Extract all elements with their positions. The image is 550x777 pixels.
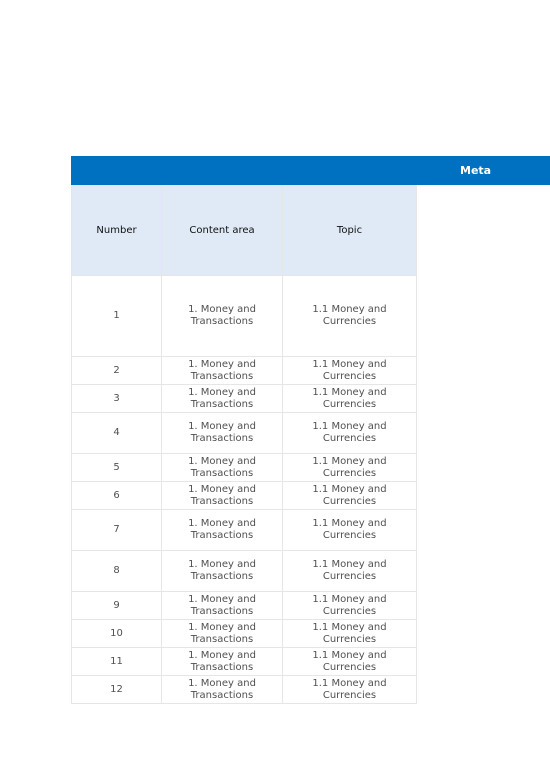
cell-number: 8 — [72, 551, 162, 592]
table-row — [72, 276, 417, 357]
table-row — [72, 413, 417, 454]
cell-number: 12 — [72, 676, 162, 704]
cell-topic: 1.1 Money and Currencies — [283, 620, 417, 648]
cell-number: 1 — [72, 276, 162, 357]
table-row — [72, 620, 417, 648]
cell-topic: 1.1 Money and Currencies — [283, 357, 417, 385]
cell-topic: 1.1 Money and Currencies — [283, 385, 417, 413]
cell-number: 2 — [72, 357, 162, 385]
data-table — [71, 185, 417, 704]
cell-content-area: 1. Money and Transactions — [162, 676, 283, 704]
cell-topic: 1.1 Money and Currencies — [283, 482, 417, 510]
cell-topic: 1.1 Money and Currencies — [283, 592, 417, 620]
cell-number: 3 — [72, 385, 162, 413]
cell-topic: 1.1 Money and Currencies — [283, 510, 417, 551]
cell-topic: 1.1 Money and Currencies — [283, 454, 417, 482]
cell-number: 5 — [72, 454, 162, 482]
cell-content-area: 1. Money and Transactions — [162, 482, 283, 510]
cell-topic: 1.1 Money and Currencies — [283, 551, 417, 592]
column-header-number: Number — [72, 186, 162, 276]
table-row — [72, 357, 417, 385]
cell-content-area: 1. Money and Transactions — [162, 551, 283, 592]
table-row — [72, 648, 417, 676]
cell-number: 7 — [72, 510, 162, 551]
cell-content-area: 1. Money and Transactions — [162, 413, 283, 454]
cell-number: 11 — [72, 648, 162, 676]
table-row — [72, 510, 417, 551]
cell-content-area: 1. Money and Transactions — [162, 648, 283, 676]
cell-number: 10 — [72, 620, 162, 648]
cell-number: 9 — [72, 592, 162, 620]
table-row — [72, 551, 417, 592]
cell-content-area: 1. Money and Transactions — [162, 454, 283, 482]
cell-content-area: 1. Money and Transactions — [162, 620, 283, 648]
cell-number: 6 — [72, 482, 162, 510]
header-banner — [71, 156, 550, 185]
cell-topic: 1.1 Money and Currencies — [283, 676, 417, 704]
column-header-content-area: Content area — [162, 186, 283, 276]
table-row — [72, 482, 417, 510]
cell-content-area: 1. Money and Transactions — [162, 276, 283, 357]
cell-topic: 1.1 Money and Currencies — [283, 276, 417, 357]
table-header-row — [72, 186, 417, 276]
banner-title: Meta — [460, 164, 492, 177]
cell-number: 4 — [72, 413, 162, 454]
cell-content-area: 1. Money and Transactions — [162, 592, 283, 620]
cell-content-area: 1. Money and Transactions — [162, 357, 283, 385]
cell-content-area: 1. Money and Transactions — [162, 385, 283, 413]
table-row — [72, 454, 417, 482]
table-row — [72, 676, 417, 704]
cell-topic: 1.1 Money and Currencies — [283, 648, 417, 676]
table-row — [72, 385, 417, 413]
table-row — [72, 592, 417, 620]
cell-topic: 1.1 Money and Currencies — [283, 413, 417, 454]
cell-content-area: 1. Money and Transactions — [162, 510, 283, 551]
column-header-topic: Topic — [283, 186, 417, 276]
